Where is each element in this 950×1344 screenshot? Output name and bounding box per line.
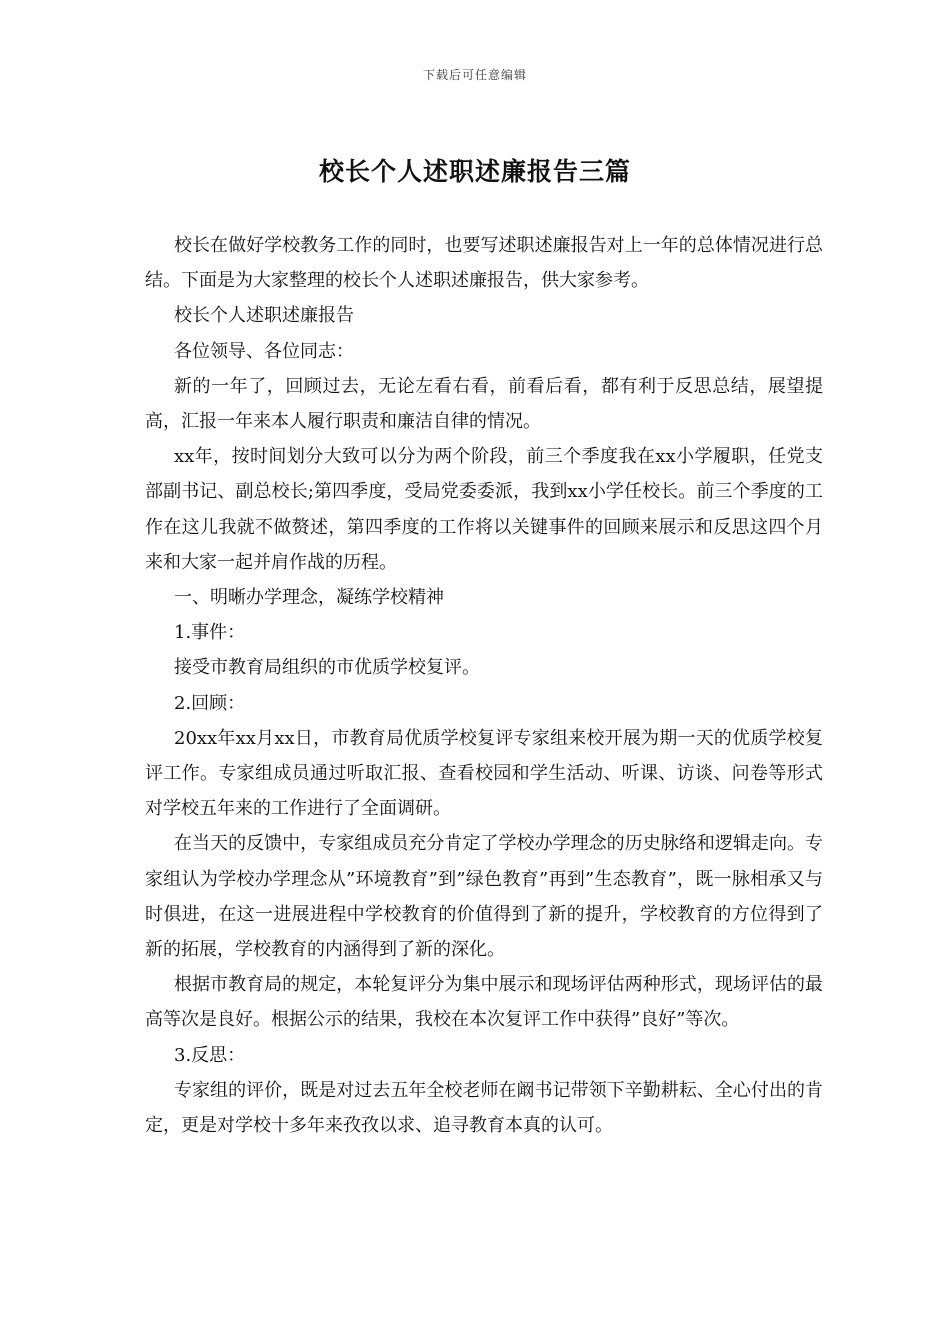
paragraph-opening: 新的一年了，回顾过去，无论左看右看，前看后看，都有利于反思总结，展望提高，汇报一年来本人履行职责和廉洁自律的情况。 <box>145 375 823 433</box>
subheading-review: 2.回顾： <box>174 692 246 714</box>
document-title: 校长个人述职述廉报告三篇 <box>318 157 631 186</box>
paragraph-event: 接受市教育局组织的市优质学校复评。 <box>174 657 480 679</box>
subheading-event: 1.事件： <box>174 622 246 644</box>
paragraph-review-1: 20xx年xx月xx日，市教育局优质学校复评专家组来校开展为期一天的优质学校复评工作。专家组成员通过听取汇报、查看校园和学生活动、听课、访谈、问卷等形式对学校五年来的工作进行了全面调研。 <box>145 727 823 820</box>
paragraph-year-overview: xx年，按时间划分大致可以分为两个阶段，前三个季度我在xx小学履职，任党支部副书记、副总校长;第四季度，受局党委委派，我到xx小学任校长。前三个季度的工作在这儿我就不做赘述，第四季度的工作将以关键事件的回顾来展示和反思这四个月来和大家一起并肩作战的历程。 <box>145 446 823 573</box>
paragraph-review-2: 在当天的反馈中，专家组成员充分肯定了学校办学理念的历史脉络和逻辑走向。专家组认为学校办学理念从”环境教育”到”绿色教育”再到”生态教育”，既一脉相承又与时俱进，在这一进展进程中学校教育的价值得到了新的提升，学校教育的方位得到了新的拓展，学校教育的内涵得到了新的深化。 <box>145 833 823 961</box>
paragraph-report-heading: 校长个人述职述廉报告 <box>174 305 354 327</box>
paragraph-reflection: 专家组的评价，既是对过去五年全校老师在阚书记带领下辛勤耕耘、全心付出的肯定，更是对学校十多年来孜孜以求、追寻教育本真的认可。 <box>145 1079 823 1137</box>
paragraph-intro: 校长在做好学校教务工作的同时，也要写述职述廉报告对上一年的总体情况进行总结。下面是为大家整理的校长个人述职述廉报告，供大家参考。 <box>145 235 823 292</box>
page-header-note: 下载后可任意编辑 <box>422 68 527 82</box>
paragraph-review-3: 根据市教育局的规定，本轮复评分为集中展示和现场评估两种形式，现场评估的最高等次是良好。根据公示的结果，我校在本次复评工作中获得”良好”等次。 <box>145 974 823 1031</box>
section-heading-1: 一、明晰办学理念，凝练学校精神 <box>174 587 444 609</box>
document-body <box>145 228 823 1143</box>
paragraph-salutation: 各位领导、各位同志： <box>174 340 354 362</box>
subheading-reflection: 3.反思： <box>174 1044 246 1066</box>
